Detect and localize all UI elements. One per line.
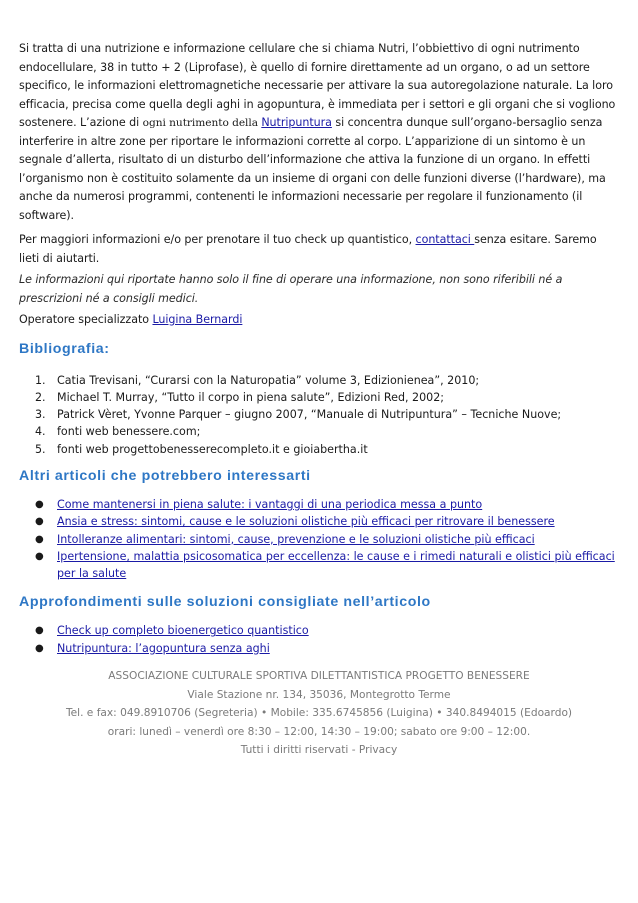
item-number: 1. — [35, 373, 46, 387]
solution-link[interactable]: Nutripuntura: l’agopuntura senza aghi — [57, 641, 270, 655]
approfondimenti-heading: Approfondimenti sulle soluzioni consigliate nell’articolo — [19, 594, 431, 611]
approfondimenti-list — [19, 622, 619, 657]
item-text: Patrick Vèret, Yvonne Parquer – giugno 2007, “Manuale di Nutripuntura” – Tecniche Nuove; — [57, 408, 562, 422]
article-body — [19, 40, 619, 657]
solution-link[interactable]: Check up completo bioenergetico quantistico — [57, 624, 309, 638]
intro-paragraph — [19, 40, 619, 225]
item-number: 4. — [35, 425, 46, 439]
list-item — [19, 531, 619, 548]
article-link[interactable]: Ipertensione, malattia psicosomatica per eccellenza: le cause e i rimedi naturali e olistici più efficaci per la salute — [57, 549, 615, 581]
item-text: Michael T. Murray, “Tutto il corpo in piena salute”, Edizioni Red, 2002; — [57, 390, 445, 404]
bullet-icon: ● — [35, 533, 44, 545]
item-number: 5. — [35, 442, 46, 456]
item-text: fonti web progettobenesserecompleto.it e gioiabertha.it — [57, 442, 368, 456]
footer-hours: orari: lunedì – venerdì ore 8:30 – 12:00, 14:30 – 19:00; sabato ore 9:00 – 12:00. — [107, 725, 531, 738]
list-item — [19, 513, 619, 530]
bullet-icon: ● — [35, 498, 44, 510]
contattaci-link[interactable]: contattaci — [415, 233, 475, 246]
bullet-icon: ● — [35, 516, 44, 528]
intro-text-continued: si concentra dunque sull’organo-bersaglio senza interferire in altre zone per riportare le informazioni corrette al corpo. L’apparizione di un sintomo è un segnale d’allerta, risultato di un disturbo dell’informazione che attiva la funzione di un organo. In effetti l’organismo non è costituito solamente da un insieme di organi con delle funzioni diverse (l’hardware), ma anche da numerosi programmi, contenenti le informazioni necessarie per regolare il funzionamento (il software). — [19, 116, 606, 222]
disclaimer-note: Le informazioni qui riportate hanno solo il fine di operare una informazione, non sono riferibili né a prescrizioni né a consigli medici. — [19, 273, 563, 305]
list-item — [19, 496, 619, 513]
item-text: fonti web benessere.com; — [57, 425, 201, 439]
list-item — [19, 548, 619, 583]
item-text: Catia Trevisani, “Curarsi con la Naturopatia” volume 3, Edizionienea”, 2010; — [57, 373, 480, 387]
article-link[interactable]: Ansia e stress: sintomi, cause e le soluzioni olistiche più efficaci per ritrovare il benessere — [57, 515, 555, 529]
nutripuntura-link[interactable]: Nutripuntura — [261, 116, 332, 129]
article-link[interactable]: Come mantenersi in piena salute: i vantaggi di una periodica messa a punto — [57, 497, 483, 511]
bullet-icon: ● — [35, 625, 44, 637]
altri-articoli-list — [19, 496, 619, 582]
item-number: 3. — [35, 408, 46, 422]
intro-serif-text: ogni nutrimento della — [142, 117, 262, 129]
footer-rights: Tutti i diritti riservati - Privacy — [240, 744, 398, 756]
bullet-icon: ● — [35, 642, 44, 654]
bibliografia-item — [19, 441, 619, 458]
contact-text: Per maggiori informazioni e/o per prenotare il tuo check up quantistico, — [19, 233, 416, 246]
list-item — [19, 640, 619, 657]
intro-text: Si tratta di una nutrizione e informazione cellulare che si chiama Nutri, l’obbiettivo di ogni nutrimento endocellulare, 38 in tutto + 2 (Liprofase), è quello di fornire direttamente ad un organo, o ad un settore specifico, le informazioni elettromagnetiche necessarie per attivare la sua autoregolazione naturale. La loro efficacia, precisa come quella degli aghi in agopuntura, è immediata per i settori e gli organi che si vogliono sostenere. L’azione di — [19, 42, 616, 129]
bibliografia-list — [19, 372, 619, 458]
contact-text-continued: senza esitare. Saremo lieti di aiutarti. — [19, 233, 597, 265]
bibliografia-item — [19, 372, 619, 389]
bibliografia-item — [19, 389, 619, 406]
site-footer — [0, 667, 638, 760]
footer-org: ASSOCIAZIONE CULTURALE SPORTIVA DILETTANTISTICA PROGETTO BENESSERE — [108, 670, 530, 682]
item-number: 2. — [35, 390, 46, 404]
list-item — [19, 622, 619, 639]
article-link[interactable]: Intolleranze alimentari: sintomi, cause, prevenzione e le soluzioni olistiche più efficaci — [57, 532, 535, 546]
altri-articoli-heading: Altri articoli che potrebbero interessarti — [19, 467, 311, 484]
bibliografia-heading: Bibliografia: — [19, 340, 110, 357]
operator-name-link[interactable]: Luigina Bernardi — [152, 313, 243, 326]
bibliografia-item — [19, 423, 619, 440]
operator-label: Operatore specializzato — [19, 313, 153, 326]
footer-address: Viale Stazione nr. 134, 35036, Montegrotto Terme — [187, 688, 451, 701]
footer-phones: Tel. e fax: 049.8910706 (Segreteria) • Mobile: 335.6745856 (Luigina) • 340.8494015 (Edoardo) — [65, 707, 573, 719]
contact-paragraph — [19, 231, 619, 268]
operator-line — [19, 311, 619, 330]
bibliografia-item — [19, 406, 619, 423]
bullet-icon: ● — [35, 550, 44, 562]
